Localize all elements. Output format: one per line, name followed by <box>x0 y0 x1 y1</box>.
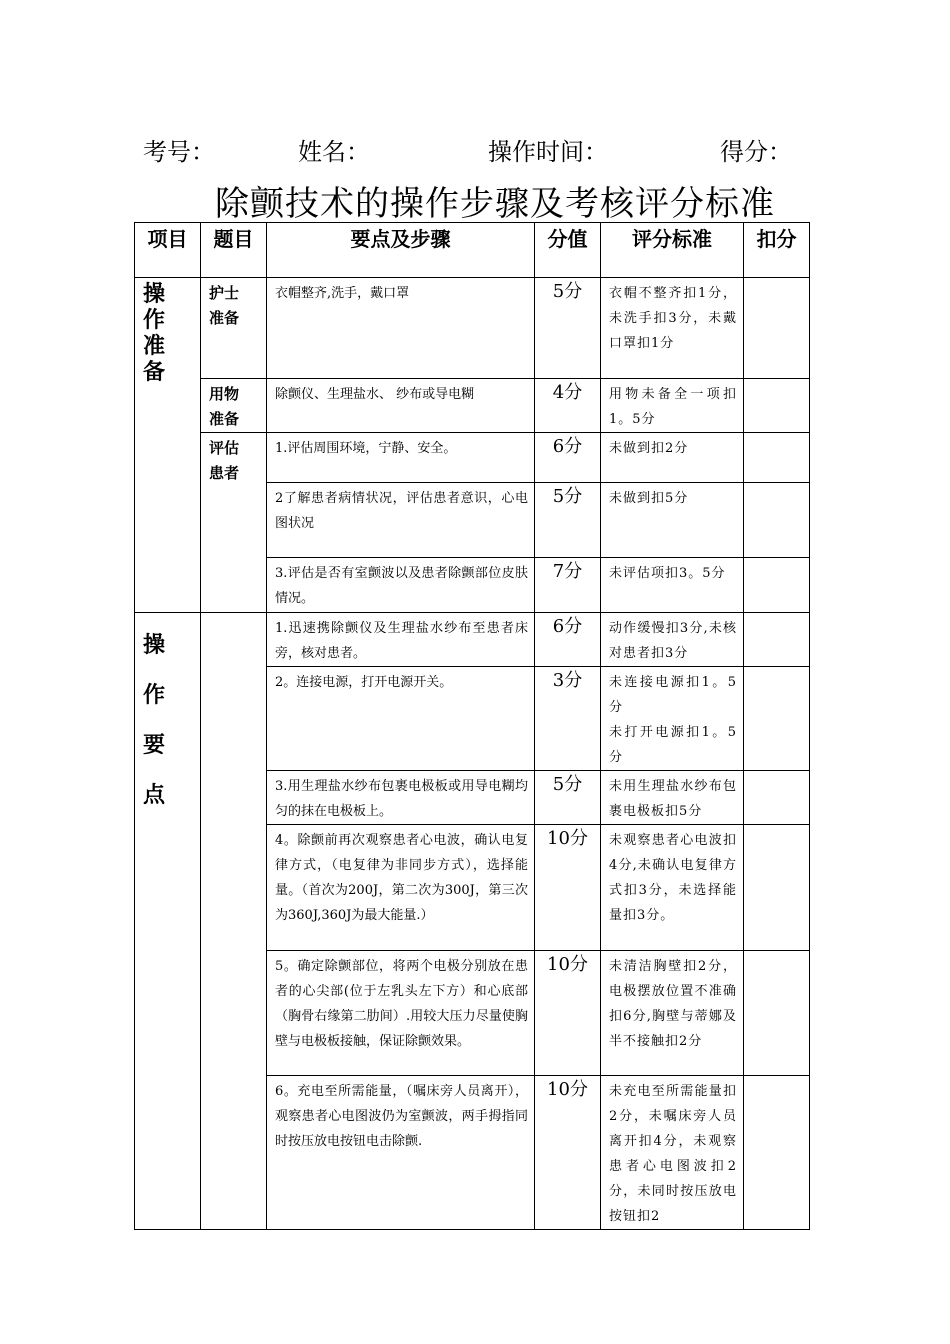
deduction-cell <box>744 613 810 667</box>
col-header-steps: 要点及步骤 <box>267 223 535 278</box>
points-value: 10分 <box>547 828 588 849</box>
criteria-text: 衣帽不整齐扣1分，未洗手扣3分，未戴口罩扣1分 <box>609 286 737 351</box>
step-text: 5。确定除颤部位，将两个电极分别放在患者的心尖部(位于左乳头左下方）和心底部（胸骨右缘第二肋间）.用较大压力尽量使胸壁与电极板接触，保证除颤效果。 <box>275 959 528 1049</box>
deduction-cell <box>744 1076 810 1230</box>
table-header-row <box>135 223 810 278</box>
points-value: 5分 <box>552 281 583 302</box>
points-value: 7分 <box>552 561 583 582</box>
topic-label: 用物准备 <box>209 385 240 428</box>
project-label-prep: 操作准备 <box>143 282 166 385</box>
operation-time-label: 操作时间： <box>488 138 608 166</box>
criteria-text: 未连接电源扣1。5分 未打开电源扣1。5分 <box>609 675 737 765</box>
points-value: 5分 <box>552 486 583 507</box>
table-row <box>135 278 810 379</box>
step-text: 1.评估周围环境，宁静、安全。 <box>275 441 457 456</box>
criteria-text: 用物未备全一项扣1。5分 <box>609 387 737 427</box>
deduction-cell <box>744 825 810 951</box>
deduction-cell <box>744 278 810 379</box>
points-value: 6分 <box>552 436 583 457</box>
scoring-table <box>134 222 810 1230</box>
deduction-cell <box>744 667 810 771</box>
table-row <box>135 433 810 483</box>
criteria-text: 动作缓慢扣3分,未核对患者扣3分 <box>609 621 737 661</box>
step-text: 3.用生理盐水纱布包裹电极板或用导电糊均匀的抹在电极板上。 <box>275 779 528 819</box>
step-text: 除颤仪、生理盐水、 纱布或导电糊 <box>275 387 475 402</box>
criteria-text: 未做到扣5分 <box>609 491 689 506</box>
criteria-text: 未做到扣2分 <box>609 441 689 456</box>
topic-cell-empty <box>201 613 267 1230</box>
step-text: 1.迅速携除颤仪及生理盐水纱布至患者床旁，核对患者。 <box>275 621 528 661</box>
deduction-cell <box>744 483 810 558</box>
exam-no-label: 考号： <box>143 138 215 166</box>
step-text: 3.评估是否有室颤波以及患者除颤部位皮肤情况。 <box>275 566 528 606</box>
step-text: 衣帽整齐,洗手，戴口罩 <box>275 286 410 301</box>
col-header-deduction: 扣分 <box>744 223 810 278</box>
score-label: 得分： <box>720 138 792 166</box>
topic-label: 护士准备 <box>209 284 240 327</box>
table-row <box>135 613 810 667</box>
col-header-topic: 题目 <box>201 223 267 278</box>
criteria-text: 未评估项扣3。5分 <box>609 566 726 581</box>
col-header-project: 项目 <box>135 223 201 278</box>
step-text: 2。连接电源，打开电源开关。 <box>275 675 453 690</box>
criteria-text: 未观察患者心电波扣4分,未确认电复律方式扣3分，未选择能量扣3分。 <box>609 833 737 923</box>
name-label: 姓名： <box>298 138 370 166</box>
points-value: 3分 <box>552 670 583 691</box>
points-value: 10分 <box>547 1079 588 1100</box>
project-cell-ops <box>135 613 201 1230</box>
col-header-criteria: 评分标准 <box>601 223 744 278</box>
step-text: 6。充电至所需能量，（嘱床旁人员离开），观察患者心电图波仍为室颤波，两手拇指同时按压放电按钮电击除颤. <box>275 1084 528 1149</box>
criteria-text: 未用生理盐水纱布包裹电极板扣5分 <box>609 779 737 819</box>
points-value: 6分 <box>552 616 583 637</box>
deduction-cell <box>744 558 810 613</box>
deduction-cell <box>744 771 810 825</box>
document-title: 除颤技术的操作步骤及考核评分标准 <box>215 184 775 224</box>
project-label-ops: 操作要点 <box>143 633 166 808</box>
project-cell-prep <box>135 278 201 613</box>
points-value: 4分 <box>552 382 583 403</box>
deduction-cell <box>744 433 810 483</box>
points-value: 5分 <box>552 774 583 795</box>
table-row <box>135 379 810 433</box>
exam-header <box>0 132 950 172</box>
deduction-cell <box>744 951 810 1076</box>
step-text: 2了解患者病情状况，评估患者意识，心电图状况 <box>275 491 528 531</box>
col-header-points: 分值 <box>535 223 601 278</box>
criteria-text: 未清洁胸壁扣2分，电极摆放位置不准确扣6分,胸壁与蒂娜及半不接触扣2分 <box>609 959 737 1049</box>
criteria-text: 未充电至所需能量扣2分，未嘱床旁人员离开扣4分，未观察患者心电图波扣2分，未同时按压放电按钮扣2 <box>609 1084 737 1224</box>
topic-label: 评估患者 <box>209 439 240 482</box>
step-text: 4。除颤前再次观察患者心电波，确认电复律方式，（电复律为非同步方式），选择能量。（首次为200J，第二次为300J，第三次为360J,360J为最大能量.） <box>275 833 528 923</box>
deduction-cell <box>744 379 810 433</box>
points-value: 10分 <box>547 954 588 975</box>
